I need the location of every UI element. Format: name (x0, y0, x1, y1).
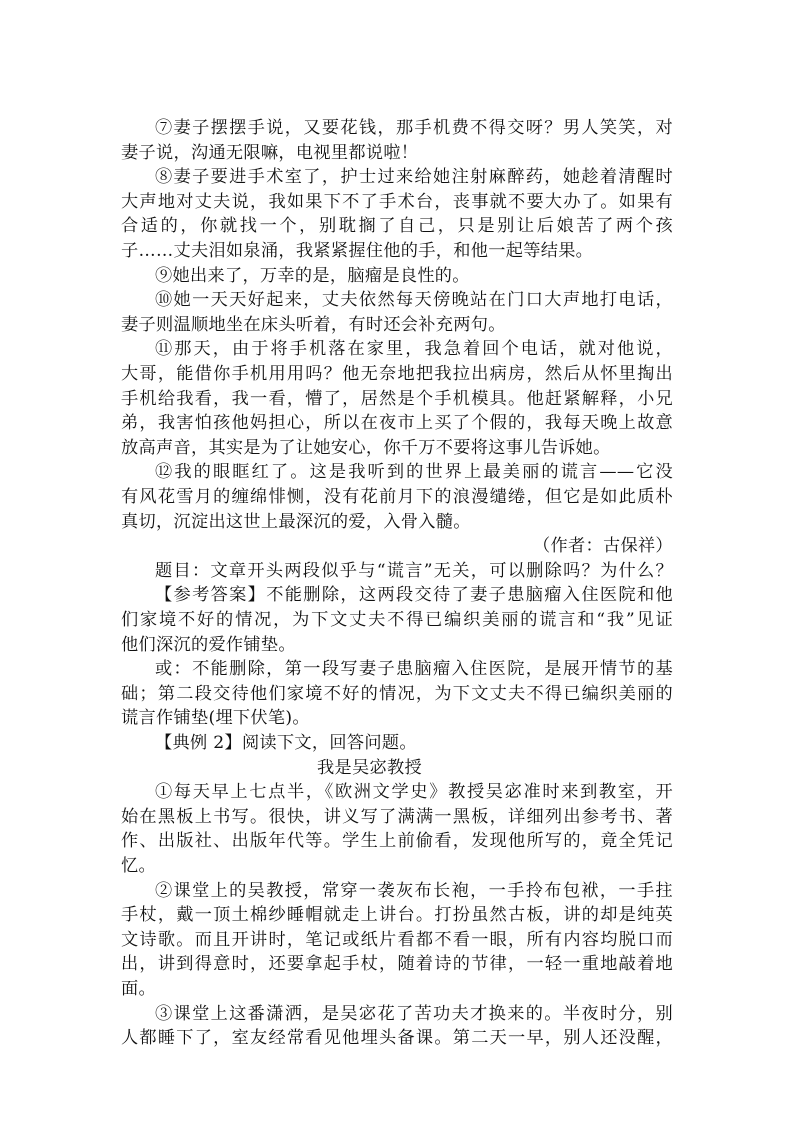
paragraph-line: 手机给我看，我一看，懵了，居然是个手机模具。他赶紧解释，小兄 (121, 388, 673, 409)
paragraph-line: 子……丈夫泪如泉涌，我紧紧握住他的手，和他一起等结果。 (121, 241, 594, 261)
paragraph-line: 人都睡下了，室友经常看见他埋头备课。第二天一早，别人还没醒， (121, 1028, 673, 1049)
paragraph-line: 弟，我害怕孩他妈担心，所以在夜市上买了个假的，我每天晚上故意 (121, 413, 673, 434)
paragraph-line: 手杖，戴一顶土棉纱睡帽就走上讲台。打扮虽然古板，讲的却是纯英 (121, 905, 673, 926)
paragraph-line: 妻子则温顺地坐在床头听着，有时还会补充两句。 (121, 314, 506, 335)
paragraph-line: 文诗歌。而且开讲时，笔记或纸片看都不看一眼，所有内容均脱口而 (121, 929, 673, 950)
paragraph-line: 他们深沉的爱作铺垫。 (121, 634, 296, 655)
paragraph-line: 真切，沉淀出这世上最深沉的爱，入骨入髓。 (121, 511, 471, 532)
paragraph-line: 有风花雪月的缠绵悱恻，没有花前月下的浪漫缱绻，但它是如此质朴 (121, 487, 673, 507)
paragraph-first-line: 或：不能删除，第一段写妻子患脑瘤入住医院，是展开情节的基 (155, 659, 673, 680)
paragraph-first-line: ⑪那天，由于将手机落在家里，我急着回个电话，就对他说， (155, 339, 673, 360)
paragraph-line: 放高声音，其实是为了让她安心，你千万不要将这事儿告诉她。 (121, 437, 611, 458)
paragraph-line: 面。 (121, 979, 156, 999)
paragraph-first-line: 【参考答案】不能删除，这两段交待了妻子患脑瘤入住医院和他 (155, 585, 673, 606)
paragraph-first-line: ③课堂上这番潇洒，是吴宓花了苦功夫才换来的。半夜时分，别 (155, 1003, 673, 1024)
paragraph-first-line: ⑫我的眼眶红了。这是我听到的世界上最美丽的谎言——它没 (155, 462, 673, 483)
author-credit: （作者：古保祥） (533, 536, 673, 557)
paragraph-first-line: ⑦妻子摆摆手说，又要花钱，那手机费不得交呀？男人笑笑，对 (155, 118, 673, 138)
paragraph-first-line: 【典例 2】阅读下文，回答问题。 (155, 733, 417, 753)
paragraph-line: 谎言作铺垫(埋下伏笔)。 (121, 708, 310, 729)
paragraph-line: 忆。 (121, 856, 156, 876)
paragraph-first-line: ①每天早上七点半，《欧洲文学史》教授吴宓准时来到教室，开 (155, 782, 673, 803)
paragraph-line: 大哥，能借你手机用用吗？他无奈地把我拉出病房，然后从怀里掏出 (121, 364, 673, 384)
paragraph-first-line: ⑨她出来了，万幸的是，脑瘤是良性的。 (155, 265, 470, 286)
paragraph-line: 础；第二段交待他们家境不好的情况，为下文丈夫不得已编织美丽的 (121, 683, 673, 704)
paragraph-first-line: ⑧妻子要进手术室了，护士过来给她注射麻醉药，她趁着清醒时 (155, 167, 673, 188)
paragraph-first-line: ⑩她一天天好起来，丈夫依然每天傍晚站在门口大声地打电话， (155, 290, 673, 311)
paragraph-line: 合适的，你就找一个，别耽搁了自己，只是别让后娘苦了两个孩 (121, 216, 673, 237)
paragraph-line: 出，讲到得意时，还要拿起手杖，随着诗的节律，一轻一重地敲着地 (121, 954, 673, 975)
article-title: 我是吴宓教授 (317, 757, 422, 778)
paragraph-line: 始在黑板上书写。很快，讲义写了满满一黑板，详细列出参考书、著 (121, 806, 673, 827)
paragraph-line: 大声地对丈夫说，我如果下不了手术台，丧事就不要大办了。如果有 (121, 191, 673, 212)
paragraph-first-line: ②课堂上的吴教授，常穿一袭灰布长袍，一手拎布包袱，一手拄 (155, 880, 673, 901)
paragraph-line: 妻子说，沟通无限嘛，电视里都说啦！ (121, 142, 419, 163)
paragraph-line: 们家境不好的情况，为下文丈夫不得已编织美丽的谎言和“我”见证 (121, 610, 673, 630)
paragraph-first-line: 题目：文章开头两段似乎与“谎言”无关，可以删除吗？为什么？ (155, 560, 673, 581)
paragraph-line: 作、出版社、出版年代等。学生上前偷看，发现他所写的，竟全凭记 (121, 831, 673, 852)
